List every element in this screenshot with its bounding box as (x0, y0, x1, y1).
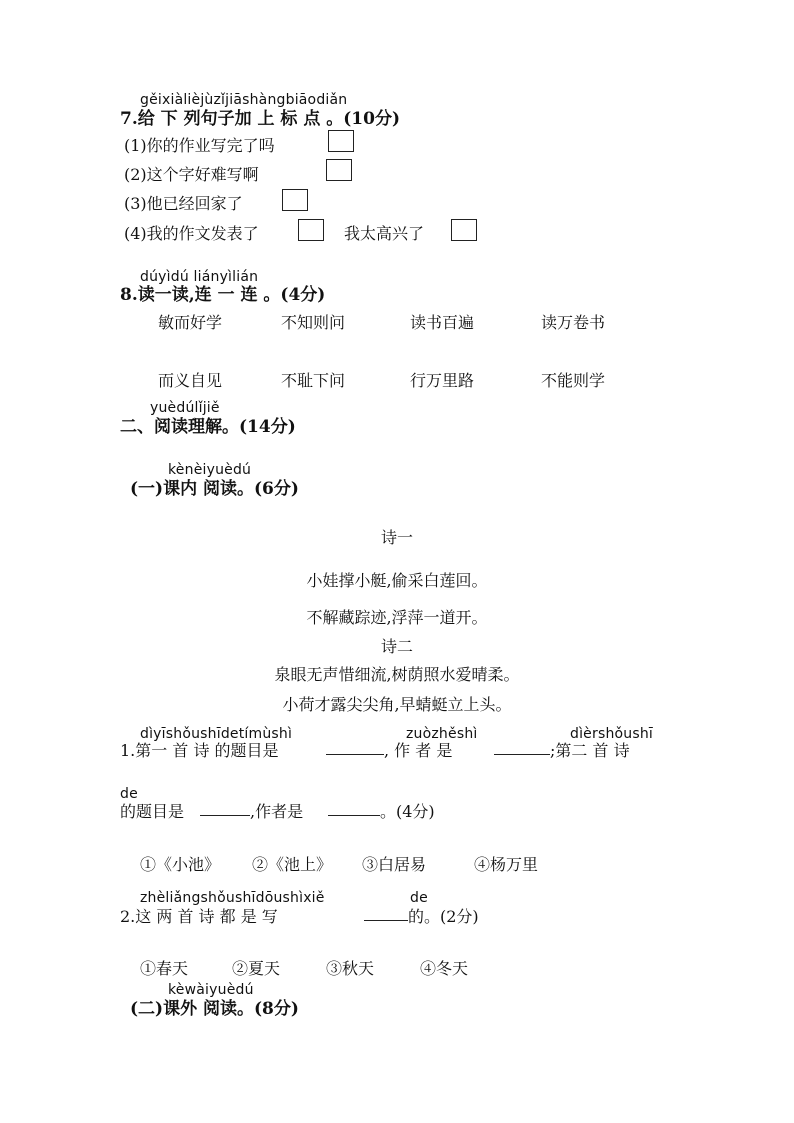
q8-pinyin: dúyìdú liányìlián (140, 269, 259, 285)
part2-pinyin: kèwàiyuèdú (168, 982, 254, 998)
q8-title: 8.读一读,连 一 连 。(4分) (120, 285, 326, 305)
idiom-top-4: 读万卷书 (541, 313, 606, 332)
question2-option-4: ④冬天 (420, 959, 469, 978)
q7-item-1: (1)你的作业写完了吗 (124, 136, 275, 155)
question1-line2-b: ,作者是 (250, 802, 304, 821)
idiom-top-2: 不知则问 (281, 313, 346, 332)
blank-author-2[interactable] (328, 815, 380, 816)
blank-season[interactable] (364, 920, 408, 921)
question1-line1-c: ;第二 首 诗 (550, 741, 630, 760)
q7-item-4: (4)我的作文发表了 (124, 224, 259, 243)
blank-title-1[interactable] (326, 754, 384, 755)
answer-box-2[interactable] (326, 159, 352, 181)
poem2-line1: 泉眼无声惜细流,树荫照水爱晴柔。 (274, 665, 520, 684)
question2-line-b: 的。(2分) (408, 907, 479, 926)
question1-line2-c: 。(4分) (380, 802, 435, 821)
question2-pinyin-a: zhèliǎngshǒushīdōushìxiě (140, 890, 325, 906)
answer-box-4[interactable] (298, 219, 324, 241)
question1-line1-a: 1.第一 首 诗 的题目是 (120, 741, 279, 760)
answer-box-1[interactable] (328, 130, 354, 152)
question2-option-1: ①春天 (140, 959, 189, 978)
idiom-top-1: 敏而好学 (158, 313, 223, 332)
part1-title: (一)课内 阅读。(6分) (130, 479, 299, 499)
question1-line2-a: 的题目是 (120, 802, 185, 821)
q7-pinyin: gěixiàlièjùzǐjiāshàngbiāodiǎn (140, 92, 348, 108)
part2-title: (二)课外 阅读。(8分) (130, 999, 299, 1019)
poem1-line2: 不解藏踪迹,浮萍一道开。 (306, 608, 488, 627)
idiom-bottom-3: 行万里路 (410, 371, 475, 390)
question2-option-2: ②夏天 (232, 959, 281, 978)
answer-box-3[interactable] (282, 189, 308, 211)
question1-pinyin-a: dìyīshǒushīdetímùshì (140, 726, 293, 742)
q7-item-4b: 我太高兴了 (344, 224, 425, 243)
idiom-bottom-2: 不耻下问 (281, 371, 346, 390)
question1-option-1: ①《小池》 (140, 855, 221, 874)
question2-pinyin-b: de (410, 890, 428, 906)
question2-option-3: ③秋天 (326, 959, 375, 978)
idiom-top-3: 读书百遍 (410, 313, 475, 332)
question1-pinyin-c: dìèrshǒushī (570, 726, 654, 742)
q7-item-3: (3)他已经回家了 (124, 194, 243, 213)
part1-pinyin: kènèiyuèdú (168, 462, 252, 478)
question1-option-4: ④杨万里 (474, 855, 539, 874)
poem2-title: 诗二 (380, 637, 413, 656)
blank-author-1[interactable] (494, 754, 550, 755)
question2-line-a: 2.这 两 首 诗 都 是 写 (120, 907, 278, 926)
blank-title-2[interactable] (200, 815, 250, 816)
poem1-line1: 小娃撑小艇,偷采白莲回。 (306, 571, 488, 590)
section2-pinyin: yuèdúlǐjiě (150, 400, 220, 416)
idiom-bottom-4: 不能则学 (541, 371, 606, 390)
q7-title: 7.给 下 列句子加 上 标 点 。(10分) (120, 109, 401, 129)
question1-pinyin-d: de (120, 786, 138, 802)
idiom-bottom-1: 而义自见 (158, 371, 223, 390)
question1-option-3: ③白居易 (362, 855, 427, 874)
poem1-title: 诗一 (380, 528, 413, 547)
poem2-line2: 小荷才露尖尖角,早蜻蜓立上头。 (282, 695, 512, 714)
section2-title: 二、阅读理解。(14分) (120, 417, 296, 437)
q7-item-2: (2)这个字好难写啊 (124, 165, 259, 184)
question1-pinyin-b: zuòzhěshì (406, 726, 478, 742)
question1-option-2: ②《池上》 (252, 855, 333, 874)
answer-box-5[interactable] (451, 219, 477, 241)
question1-line1-b: , 作 者 是 (384, 741, 453, 760)
